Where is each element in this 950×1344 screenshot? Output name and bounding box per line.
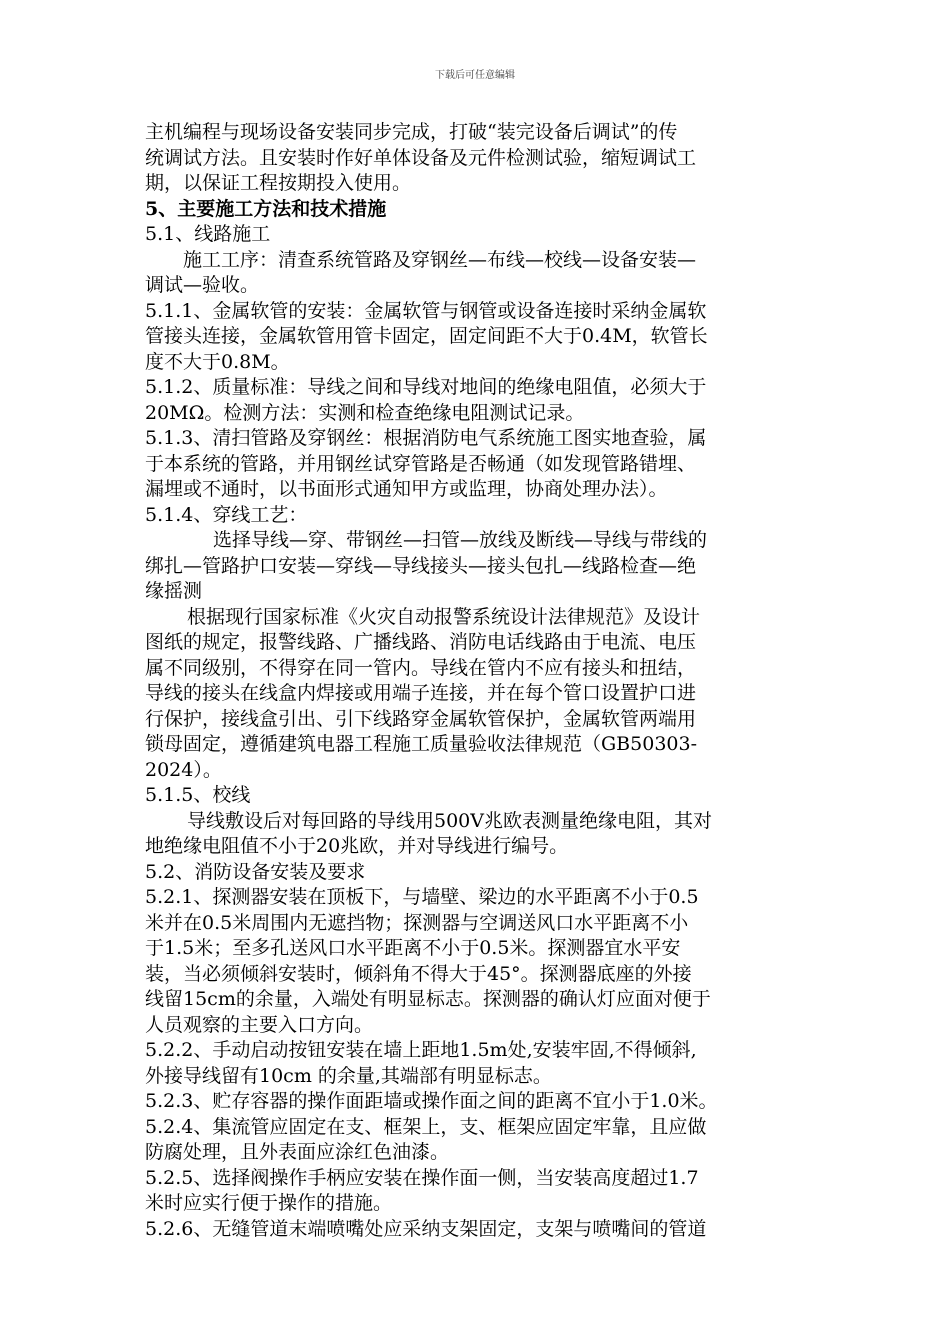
text-line: 米时应实行便于操作的措施。	[145, 1192, 393, 1214]
text-line: 导线的接头在线盒内焊接或用端子连接，并在每个管口设置护口进	[145, 682, 697, 704]
text-line: 选择导线—穿、带钢丝—扫管—放线及断线—导线与带线的	[213, 529, 708, 551]
section-heading: 5、主要施工方法和技术措施	[145, 197, 387, 220]
text-line: 锁母固定，遵循建筑电器工程施工质量验收法律规范（GB50303-	[145, 733, 698, 755]
text-line: 行保护，接线盒引出、引下线路穿金属软管保护，金属软管两端用	[145, 707, 697, 730]
text-line: 于本系统的管路，并用钢丝试穿管路是否畅通（如发现管路错埋、	[145, 452, 697, 475]
text-line: 5.1.1、金属软管的安装：金属软管与钢管或设备连接时采纳金属软	[145, 299, 707, 322]
text-line: 期，以保证工程按期投入使用。	[145, 172, 412, 194]
text-line: 度不大于0.8M。	[145, 350, 290, 373]
text-line: 5.1.3、清扫管路及穿钢丝：根据消防电气系统施工图实地查验，属	[145, 427, 707, 449]
text-line: 主机编程与现场设备安装同步完成，打破“装完设备后调试”的传	[145, 121, 678, 143]
text-line: 地绝缘电阻值不小于20兆欧，并对导线进行编号。	[145, 835, 569, 857]
text-line: 导线敷设后对每回路的导线用500V兆欧表测量绝缘电阻，其对	[187, 809, 712, 832]
text-line: 根据现行国家标准《火灾自动报警系统设计法律规范》及设计	[187, 605, 701, 628]
text-line: 绑扎—管路护口安装—穿线—导线接头—接头包扎—线路检查—绝	[145, 554, 697, 577]
text-line: 缘摇测	[145, 580, 203, 602]
document-body	[145, 120, 809, 1242]
text-line: 属不同级别，不得穿在同一管内。导线在管内不应有接头和扭结，	[145, 656, 697, 679]
text-line: 外接导线留有10cm 的余量,其端部有明显标志。	[145, 1064, 552, 1087]
text-line: 调试—验收。	[145, 274, 260, 296]
subsection-heading: 5.2、消防设备安装及要求	[145, 860, 366, 883]
text-line: 5.1.2、质量标准：导线之间和导线对地间的绝缘电阻值，必须大于	[145, 376, 707, 398]
text-line: 5.2.4、集流管应固定在支、框架上，支、框架应固定牢靠，且应做	[145, 1115, 707, 1138]
text-line: 5.2.6、无缝管道末端喷嘴处应采纳支架固定，支架与喷嘴间的管道	[145, 1217, 707, 1240]
text-line: 施工工序：清查系统管路及穿钢丝—布线—校线—设备安装—	[183, 248, 697, 271]
text-line: 人员观察的主要入口方向。	[145, 1013, 374, 1036]
text-line: 防腐处理，且外表面应涂红色油漆。	[145, 1141, 450, 1163]
text-line: 线留15cm的余量，入端处有明显标志。探测器的确认灯应面对便于	[145, 988, 711, 1010]
text-line: 5.2.3、贮存容器的操作面距墙或操作面之间的距离不宜小于1.0米。	[145, 1090, 718, 1112]
text-line: 5.2.5、选择阀操作手柄应安装在操作面一侧，当安装高度超过1.7	[145, 1166, 699, 1189]
text-line: 统调试方法。且安装时作好单体设备及元件检测试验，缩短调试工	[145, 146, 697, 169]
text-line: 2024）。	[145, 758, 222, 781]
subsection-heading: 5.1.4、穿线工艺：	[145, 503, 308, 526]
text-line: 5.2.2、手动启动按钮安装在墙上距地1.5m处,安装牢固,不得倾斜,	[145, 1039, 697, 1061]
text-line: 于1.5米；至多孔送风口水平距离不小于0.5米。探测器宜水平安	[145, 937, 681, 959]
text-line: 图纸的规定，报警线路、广播线路、消防电话线路由于电流、电压	[145, 631, 697, 653]
text-line: 米并在0.5米周围内无遮挡物；探测器与空调送风口水平距离不小	[145, 911, 689, 934]
text-line: 20MΩ。检测方法：实测和检查绝缘电阻测试记录。	[145, 401, 585, 424]
text-line: 漏埋或不通时，以书面形式通知甲方或监理，协商处理办法）。	[145, 478, 668, 500]
text-line: 5.2.1、探测器安装在顶板下，与墙壁、梁边的水平距离不小于0.5	[145, 886, 699, 908]
page-header: 下载后可任意编辑	[435, 70, 515, 81]
subsection-heading: 5.1、线路施工	[145, 223, 271, 245]
text-line: 装，当必须倾斜安装时，倾斜角不得大于45°。探测器底座的外接	[145, 962, 692, 985]
subsection-heading: 5.1.5、校线	[145, 784, 251, 806]
text-line: 管接头连接，金属软管用管卡固定，固定间距不大于0.4M，软管长	[145, 325, 708, 347]
